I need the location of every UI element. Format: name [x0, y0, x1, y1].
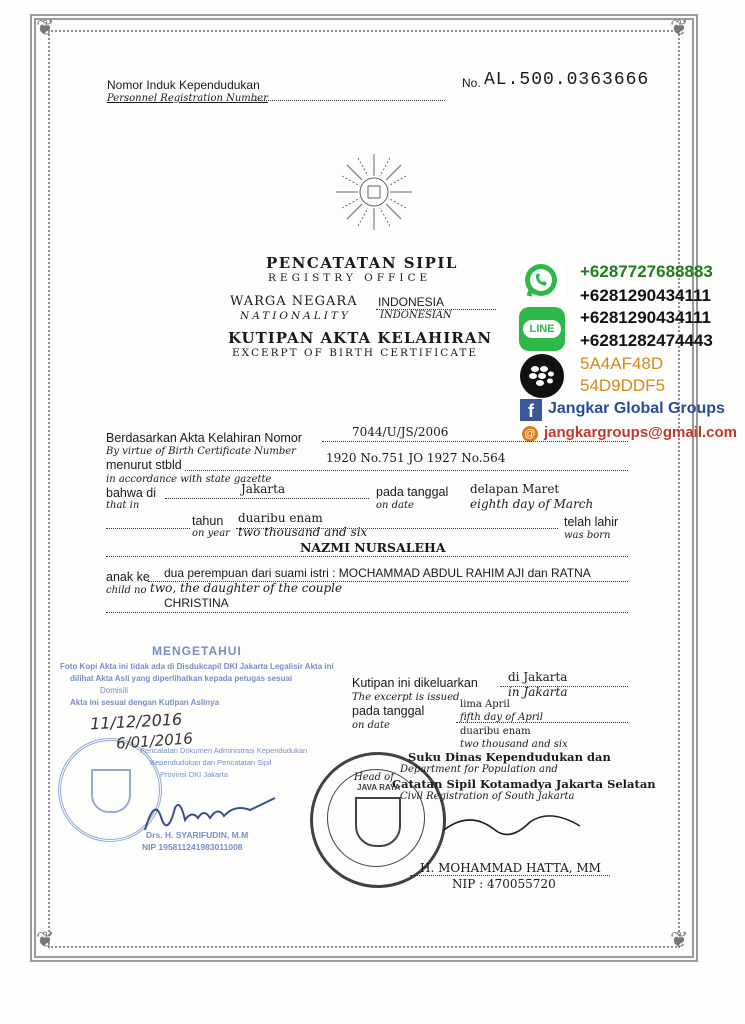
official-name-line	[410, 875, 610, 876]
issued-date-line	[456, 722, 628, 723]
ad-phone-2: +6281290434111	[580, 286, 711, 305]
ad-phone-3: +6281290434111	[580, 308, 711, 327]
handwritten-date-2: 6/01/2016	[115, 729, 194, 753]
official-name: H. MOHAMMAD HATTA, MM	[420, 861, 601, 875]
office-line-1-en: Department for Population and	[400, 764, 558, 775]
legalization-line-2: dilihat Akta Asli yang diperlihatkan kepada petugas sesuai	[70, 674, 293, 683]
issued-date-1: lima April	[460, 699, 510, 710]
corner-ornament-icon: ❦	[670, 16, 689, 41]
issued-place-line	[500, 686, 628, 687]
parents-value-en: two, the daughter of the couple	[150, 581, 343, 595]
parents-line	[148, 581, 628, 582]
reg-number-line	[255, 100, 445, 101]
child-order-label: anak ke	[106, 570, 150, 584]
place-label-en: that in	[106, 500, 140, 511]
place-line	[165, 498, 369, 499]
seal-emblem-icon	[355, 797, 401, 847]
parents-value: dua perempuan dari suami istri : MOCHAMMAD ABDUL RAHIM AJI dan RATNA	[164, 566, 591, 580]
issued-place-en: in Jakarta	[508, 685, 568, 699]
basis-value: 7044/U/JS/2006	[352, 425, 449, 439]
legalization-dept-3: Provinsi DKI Jakarta	[160, 770, 228, 779]
child-name: NAZMI NURSALEHA	[300, 540, 446, 555]
citizen-value: INDONESIA	[378, 295, 445, 309]
child-order-label-en: child no	[106, 585, 147, 596]
office-line-1: Suku Dinas Kependudukan dan	[408, 750, 611, 764]
excerpt-title-en: EXCERPT OF BIRTH CERTIFICATE	[232, 347, 478, 359]
year-value: duaribu enam	[238, 511, 323, 525]
issued-date-label: pada tanggal	[352, 704, 425, 718]
year-value-en: two thousand and six	[238, 525, 368, 539]
issued-date-label-en: on date	[352, 720, 390, 731]
ad-pin-1: 5A4AF48D	[580, 354, 664, 373]
stbld-label-en: in accordance with state gazette	[106, 474, 272, 485]
born-label-en: was born	[564, 530, 611, 541]
year-label: tahun	[192, 514, 224, 528]
date-label: pada tanggal	[376, 485, 449, 499]
name-line	[106, 556, 628, 557]
office-line-2-en: Civil Registration of South Jakarta	[400, 791, 575, 802]
basis-line	[322, 441, 628, 442]
issued-date-1-en: fifth day of April	[460, 712, 543, 723]
office-line-2: Catatan Sipil Kotamadya Jakarta Selatan	[392, 777, 656, 791]
ad-phone-4: +6281282474443	[580, 331, 713, 350]
place-value: Jakarta	[241, 482, 286, 496]
basis-label-en: By virtue of Birth Certificate Number	[106, 446, 296, 457]
corner-ornament-icon: ❦	[36, 16, 55, 41]
official-signature-icon	[440, 800, 600, 850]
issued-date-2-en: two thousand and six	[460, 739, 568, 750]
mother-line	[106, 612, 628, 613]
excerpt-title: KUTIPAN AKTA KELAHIRAN	[228, 329, 493, 347]
official-nip: NIP : 470055720	[452, 877, 556, 891]
whatsapp-icon	[518, 259, 564, 303]
issued-label: Kutipan ini dikeluarkan	[352, 676, 478, 690]
ad-email: jangkargroups@gmail.com	[544, 424, 738, 441]
legalization-line-1: Foto Kopi Akta ini tidak ada di Disdukcapil DKI Jakarta Legalisir Akta ini	[60, 662, 334, 671]
legalization-signature-icon	[140, 790, 280, 840]
issued-date-2: duaribu enam	[460, 726, 531, 737]
date-value: delapan Maret	[470, 482, 560, 496]
handwritten-date-1: 11/12/2016	[89, 709, 183, 734]
issued-place: di Jakarta	[508, 670, 568, 684]
nationality-label: NATIONALITY	[240, 310, 351, 322]
legalization-dept-1: Pencatatan Dokumen Administrasi Kependudukan	[140, 746, 308, 755]
line-app-label: LINE	[523, 320, 560, 338]
registry-title-en: REGISTRY OFFICE	[268, 272, 432, 284]
garuda-emblem-icon	[328, 146, 420, 238]
facebook-icon: f	[520, 399, 542, 421]
legalization-line-4: Akta ini sesuai dengan Kutipan Aslinya	[70, 698, 220, 707]
nationality-value: INDONESIAN	[380, 310, 452, 321]
corner-ornament-icon: ❦	[36, 928, 55, 953]
date-value-en: eighth day of March	[470, 497, 594, 511]
ad-facebook: Jangkar Global Groups	[548, 400, 725, 417]
legalization-dept-2: Kependudukan dan Pencatatan Sipil	[150, 758, 272, 767]
legalization-signer: Drs. H. SYARIFUDIN, M.M	[146, 830, 249, 840]
ad-phone-1: +6287727688883	[580, 262, 713, 281]
year-line-left	[106, 528, 190, 529]
corner-ornament-icon: ❦	[670, 928, 689, 953]
year-line	[236, 528, 558, 529]
reg-number-label-en: Personnel Registration Number	[107, 93, 268, 104]
blackberry-icon	[520, 354, 564, 398]
head-of-label: Head of	[354, 772, 394, 783]
cert-number: AL.500.0363666	[484, 70, 650, 90]
ad-pin-2: 54D9DDF5	[580, 376, 666, 395]
issued-label-en: The excerpt is issued	[352, 692, 460, 703]
legalization-line-3: Domisili	[100, 686, 128, 695]
line-app-icon	[519, 307, 565, 351]
stbld-label: menurut stbld	[106, 458, 182, 472]
registry-title: PENCATATAN SIPIL	[266, 254, 458, 272]
year-label-en: on year	[192, 528, 230, 539]
stbld-value: 1920 No.751 JO 1927 No.564	[326, 451, 506, 465]
born-label: telah lahir	[564, 515, 619, 529]
basis-label: Berdasarkan Akta Kelahiran Nomor	[106, 431, 302, 445]
place-label: bahwa di	[106, 486, 157, 500]
date-label-en: on date	[376, 500, 414, 511]
stbld-line	[185, 470, 628, 471]
legalization-signer-nip: NIP 195811241983011008	[142, 842, 243, 852]
legalization-heading: MENGETAHUI	[152, 644, 242, 658]
seal-shield-icon	[91, 769, 131, 813]
mother-name-cont: CHRISTINA	[164, 596, 229, 610]
cert-number-prefix: No.	[462, 76, 481, 90]
seal-text: JAVA RAYA	[357, 783, 401, 792]
citizen-label: WARGA NEGARA	[230, 294, 358, 309]
reg-number-label: Nomor Induk Kependudukan	[107, 78, 260, 92]
email-icon: @	[522, 426, 538, 442]
